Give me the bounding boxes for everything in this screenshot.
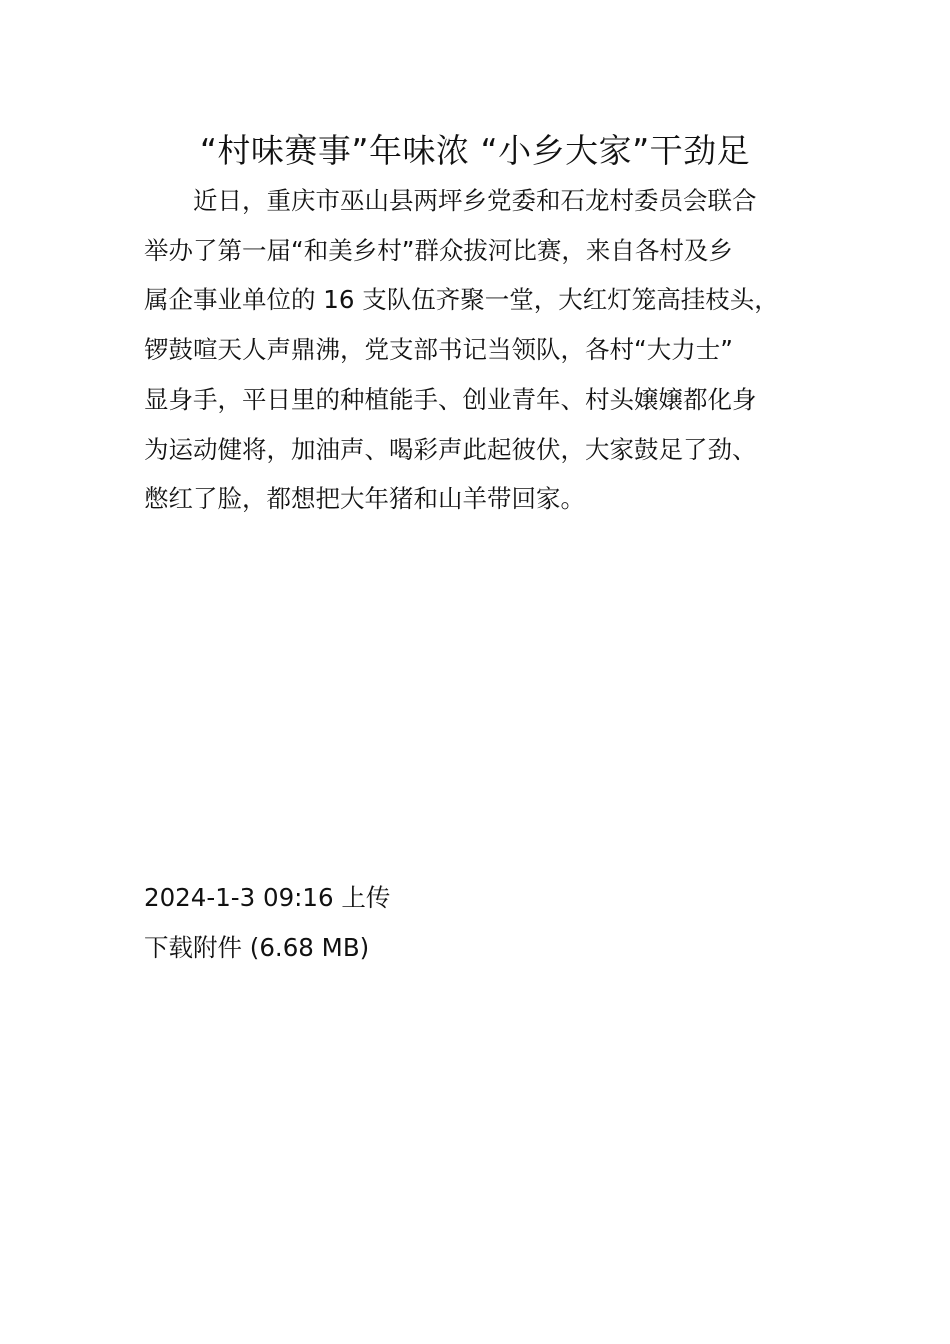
body-line: 属企事业单位的 16 支队伍齐聚一堂，大红灯笼高挂枝头， xyxy=(144,285,779,315)
body-line: 锣鼓喧天人声鼎沸，党支部书记当领队，各村“大力士” xyxy=(144,335,733,365)
body-line: 为运动健将，加油声、喝彩声此起彼伏，大家鼓足了劲、 xyxy=(144,434,757,464)
body-line: 举办了第一届“和美乡村”群众拔河比赛，来自各村及乡 xyxy=(144,235,733,265)
attachment-meta xyxy=(144,873,644,973)
article-body xyxy=(144,176,809,524)
upload-timestamp: 2024-1-3 09:16 上传 xyxy=(144,883,391,912)
download-attachment-link[interactable]: 下载附件 (6.68 MB) xyxy=(144,933,370,962)
body-line: 近日，重庆市巫山县两坪乡党委和石龙村委员会联合 xyxy=(193,186,757,215)
article-title: “村味赛事”年味浓 “小乡大家”干劲足 xyxy=(199,131,751,170)
body-line: 憋红了脸，都想把大年猪和山羊带回家。 xyxy=(144,484,585,514)
body-line: 显身手，平日里的种植能手、创业青年、村头嬢嬢都化身 xyxy=(144,384,757,414)
